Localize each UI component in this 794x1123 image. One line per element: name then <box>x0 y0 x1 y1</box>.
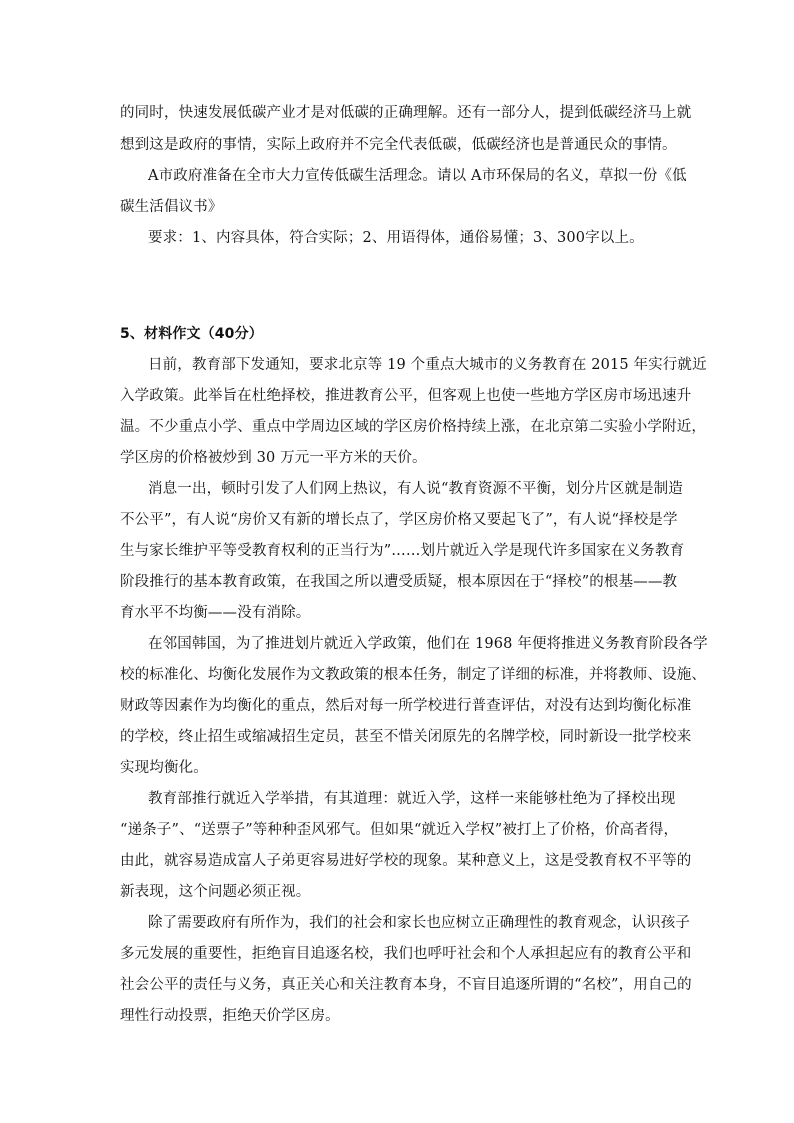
paragraph-line: 除了需要政府有所作为，我们的社会和家长也应树立正确理性的教育观念，认识孩子 <box>148 915 691 931</box>
paragraph-line: 育水平不均衡——没有消除。 <box>120 605 311 621</box>
paragraph-line: 学区房的价格被炒到 30 万元一平方米的天价。 <box>120 450 427 466</box>
paragraph-line: 入学政策。此举旨在杜绝择校，推进教育公平，但客观上也使一些地方学区房市场迅速升 <box>120 388 692 404</box>
paragraph-line: 在邻国韩国，为了推进划片就近入学政策，他们在 1968 年便将推进义务教育阶段各学 <box>148 636 708 652</box>
paragraph-line: 不公平”，有人说“房价又有新的增长点了，学区房价格又要起飞了”，有人说“择校是学 <box>120 512 678 528</box>
paragraph-line: 新表现，这个问题必须正视。 <box>120 884 311 900</box>
paragraph-line: “递条子”、“送票子”等种种歪风邪气。但如果“就近入学权”被打上了价格，价高者得， <box>120 822 679 838</box>
section-heading: 5、材料作文（40分） <box>120 326 263 342</box>
paragraph-line: 温。不少重点小学、重点中学周边区域的学区房价格持续上涨，在北京第二实验小学附近， <box>120 419 706 435</box>
paragraph-line: 日前，教育部下发通知，要求北京等 19 个重点大城市的义务教育在 2015 年实行就近 <box>148 357 707 373</box>
paragraph-line: 理性行动投票，拒绝天价学区房。 <box>120 1008 340 1024</box>
paragraph-line: 的学校，终止招生或缩减招生定员，甚至不惜关闭原先的名牌学校，同时新设一批学校来 <box>120 729 692 745</box>
paragraph-line: 想到这是政府的事情，实际上政府并不完全代表低碳，低碳经济也是普通民众的事情。 <box>120 137 677 153</box>
paragraph-line: 校的标准化、均衡化发展作为文教政策的根本任务，制定了详细的标准，并将教师、设施、 <box>120 667 706 683</box>
requirements-line: 要求：1、内容具体，符合实际；2、用语得体，通俗易懂；3、300字以上。 <box>148 230 644 246</box>
paragraph-line: 消息一出，顿时引发了人们网上热议，有人说“教育资源不平衡，划分片区就是制造 <box>148 481 683 497</box>
paragraph-line: 实现均衡化。 <box>120 760 208 776</box>
paragraph-line: A市政府准备在全市大力宣传低碳生活理念。请以 A市环保局的名义，草拟一份《低 <box>148 168 687 184</box>
paragraph-line: 阶段推行的基本教育政策，在我国之所以遭受质疑，根本原因在于“择校”的根基——教 <box>120 574 678 590</box>
paragraph-line: 碳生活倡议书》 <box>120 199 223 215</box>
paragraph-line: 的同时，快速发展低碳产业才是对低碳的正确理解。还有一部分人，提到低碳经济马上就 <box>120 105 692 121</box>
paragraph-line: 教育部推行就近入学举措，有其道理：就近入学，这样一来能够杜绝为了择校出现 <box>148 791 676 807</box>
paragraph-line: 社会公平的责任与义务，真正关心和关注教育本身，不盲目追逐所谓的“名校”，用自己的 <box>120 977 692 993</box>
paragraph-line: 多元发展的重要性，拒绝盲目追逐名校，我们也呼吁社会和个人承担起应有的教育公平和 <box>120 946 692 962</box>
paragraph-line: 由此，就容易造成富人子弟更容易进好学校的现象。某种意义上，这是受教育权不平等的 <box>120 853 692 869</box>
paragraph-line: 生与家长维护平等受教育权利的正当行为”……划片就近入学是现代许多国家在义务教育 <box>120 543 685 559</box>
paragraph-line: 财政等因素作为均衡化的重点，然后对每一所学校进行普查评估，对没有达到均衡化标准 <box>120 698 692 714</box>
